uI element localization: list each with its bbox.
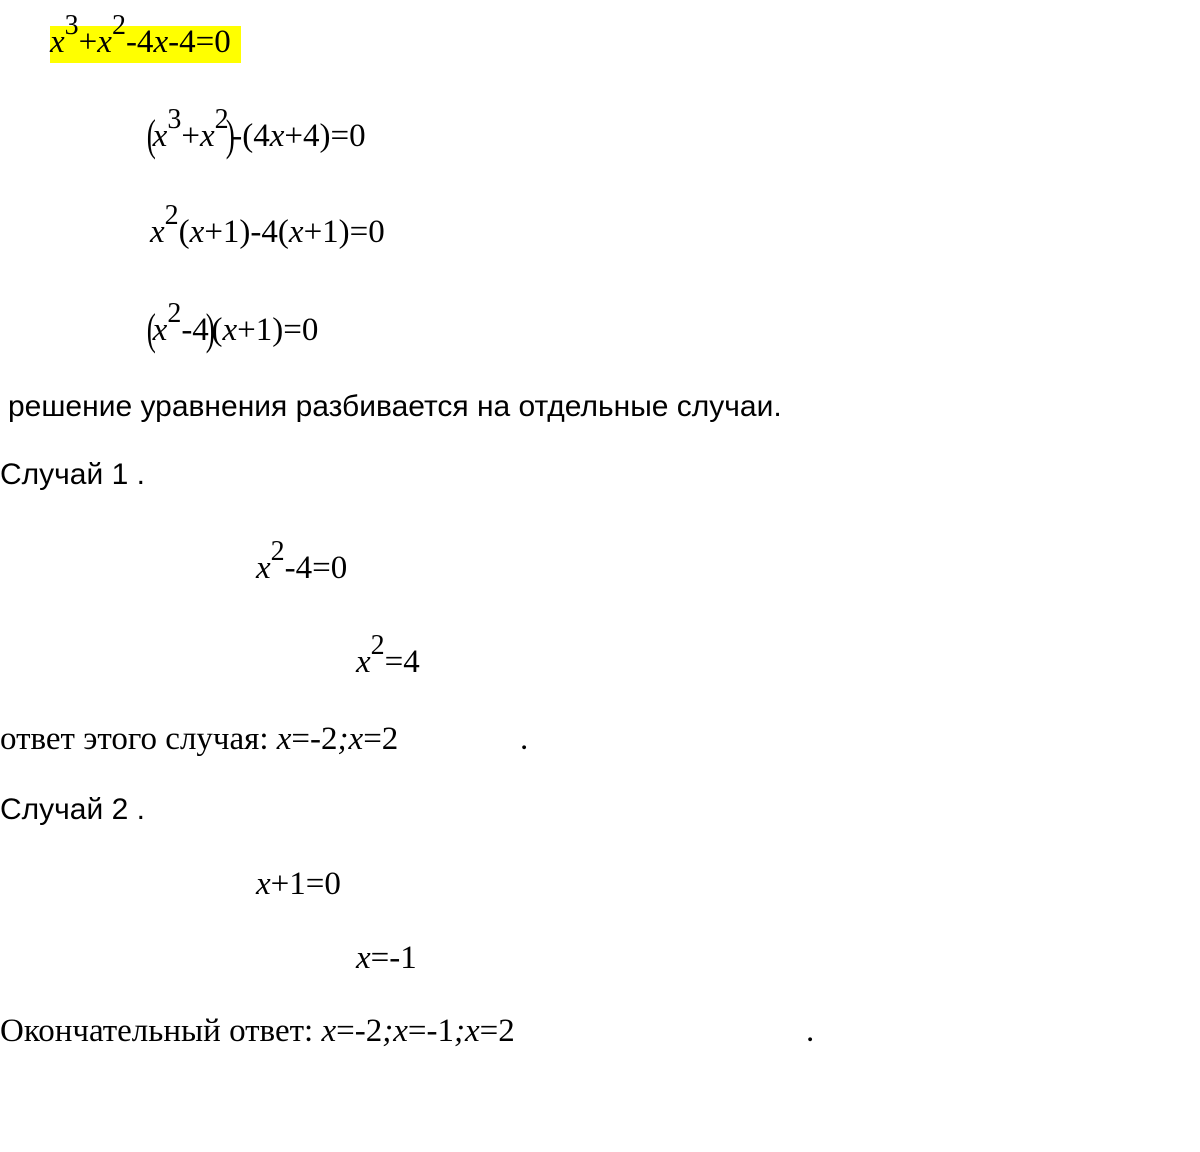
case-2-label: Случай 2 .: [0, 793, 145, 826]
term: =2: [479, 1013, 515, 1049]
case-1-answer: [0, 723, 398, 756]
operator: +: [78, 24, 98, 60]
variable: x: [321, 1013, 337, 1049]
variable: x: [256, 866, 271, 902]
final-answer: [0, 1015, 515, 1048]
final-answer-label: Окончательный ответ:: [0, 1013, 322, 1049]
term: =2: [363, 721, 399, 757]
variable: x: [348, 721, 364, 757]
term: -4: [181, 312, 209, 348]
equation-step-3: [146, 298, 319, 354]
exponent: 2: [370, 630, 385, 661]
case-2-equation-1: [256, 868, 341, 901]
separator: ;: [453, 1013, 465, 1049]
variable: x: [152, 118, 168, 154]
exponent: 2: [167, 298, 182, 329]
case-1-answer-period: .: [520, 721, 529, 757]
separator: ;: [382, 1013, 394, 1049]
variable: x: [288, 214, 304, 250]
term: +4)=0: [284, 118, 366, 154]
variable: x: [50, 24, 65, 60]
exponent: 2: [111, 10, 126, 41]
exponent: 3: [167, 104, 182, 135]
term: +1)=0: [303, 214, 385, 250]
term: =-1: [370, 940, 417, 976]
operator: +: [181, 118, 200, 154]
term: =-2: [336, 1013, 383, 1049]
variable: x: [464, 1013, 480, 1049]
term: =-2: [291, 721, 338, 757]
term: -(4: [231, 118, 270, 154]
exponent: 2: [214, 104, 229, 135]
variable: x: [150, 214, 165, 250]
term: (: [211, 312, 223, 348]
term: +1)=0: [237, 312, 319, 348]
variable: x: [356, 940, 371, 976]
equation-main: [50, 10, 241, 63]
cases-intro-text: решение уравнения разбивается на отдельные случаи.: [8, 390, 782, 423]
paren-close: ): [205, 305, 215, 354]
variable: x: [199, 118, 215, 154]
variable: x: [393, 1013, 408, 1049]
variable: x: [256, 550, 271, 586]
term: =-1: [407, 1013, 454, 1049]
term: =4: [384, 644, 420, 680]
variable: x: [153, 24, 169, 60]
term: -4=0: [284, 550, 348, 586]
paren-close: ): [225, 111, 235, 160]
term: +1=0: [270, 866, 341, 902]
variable: x: [222, 312, 238, 348]
variable: x: [269, 118, 285, 154]
exponent: 2: [270, 536, 285, 567]
separator: ;: [337, 721, 349, 757]
term: -4: [125, 24, 154, 60]
equation-step-1: [146, 104, 366, 160]
paren-open: (: [146, 111, 156, 160]
variable: x: [276, 721, 292, 757]
term: +1)-4(: [204, 214, 289, 250]
equation-step-2: [150, 200, 385, 250]
case-2-equation-2: [356, 942, 417, 975]
case-1-equation-1: [256, 536, 348, 586]
term: (: [178, 214, 190, 250]
term: -4=0: [168, 24, 231, 60]
exponent: 3: [64, 10, 79, 41]
answer-label: ответ этого случая:: [0, 721, 277, 757]
case-1-label: Случай 1 .: [0, 458, 145, 491]
final-answer-period: .: [806, 1013, 815, 1049]
paren-open: (: [146, 305, 156, 354]
variable: x: [152, 312, 168, 348]
variable: x: [189, 214, 205, 250]
case-1-equation-2: [356, 630, 420, 680]
exponent: 2: [164, 200, 179, 231]
variable: x: [97, 24, 112, 60]
variable: x: [356, 644, 371, 680]
